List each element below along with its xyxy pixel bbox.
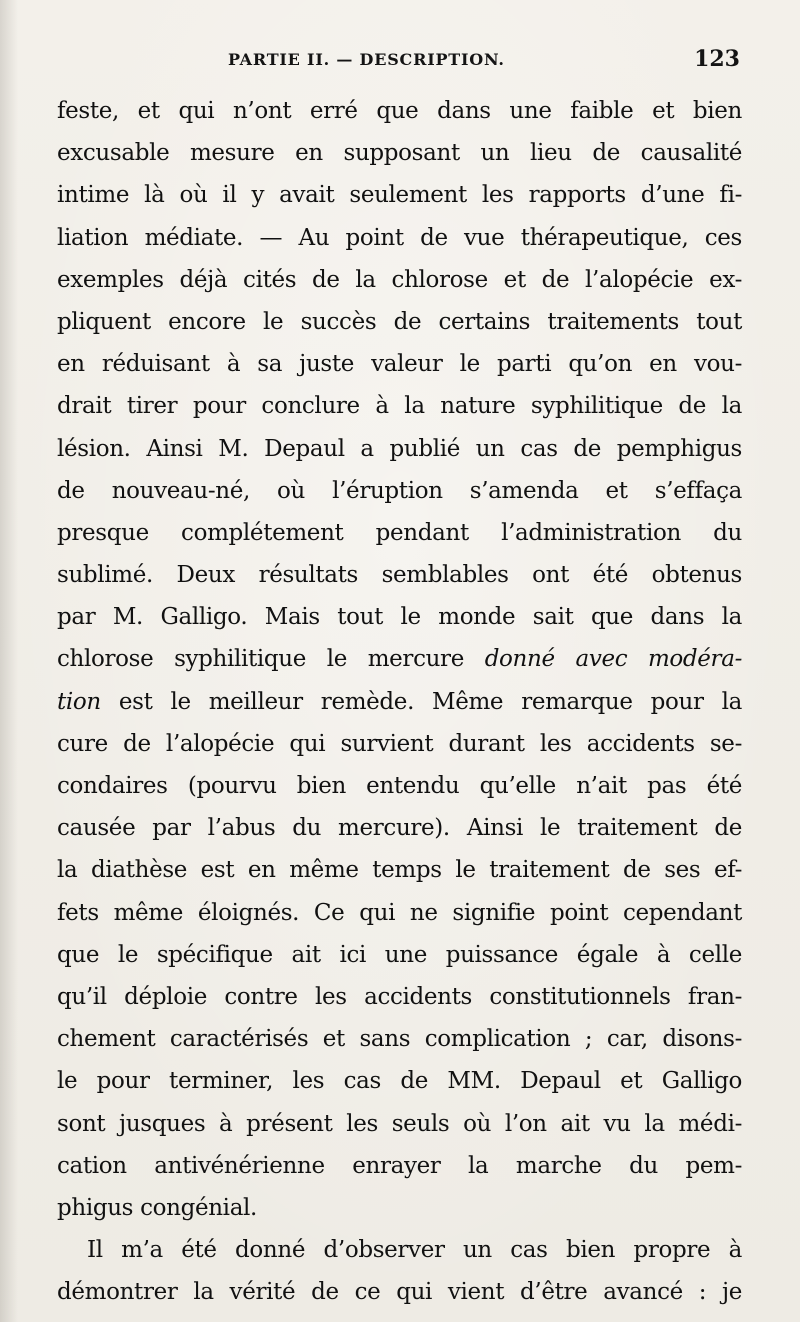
- text-segment: chlorose syphilitique le mercure: [57, 646, 485, 673]
- text-line: lésion. Ainsi M. Depaul a publié un cas de pemphigus: [57, 435, 742, 462]
- text-line-with-italic: [57, 638, 742, 680]
- text-line: cure de l’alopécie qui survient durant les accidents se-: [57, 730, 742, 757]
- text-line: pliquent encore le succès de certains traitements tout: [57, 308, 742, 335]
- text-line: chement caractérisés et sans complication ; car, disons-: [57, 1026, 742, 1053]
- italic-phrase: tion: [57, 688, 101, 715]
- text-line: sont jusques à présent les seuls où l’on ait vu la médi-: [57, 1110, 742, 1137]
- running-head-title: PARTIE II. — DESCRIPTION.: [228, 50, 505, 69]
- text-line: sublimé. Deux résultats semblables ont été obtenus: [57, 562, 742, 589]
- text-line: liation médiate. — Au point de vue thérapeutique, ces: [57, 224, 742, 251]
- text-line: que le spécifique ait ici une puissance égale à celle: [57, 941, 742, 968]
- body-text: [57, 90, 742, 1313]
- text-line: fets même éloignés. Ce qui ne signifie point cependant: [57, 899, 742, 926]
- text-line: causée par l’abus du mercure). Ainsi le traitement de: [57, 815, 742, 842]
- text-line: démontrer la vérité de ce qui vient d’être avancé : je: [57, 1279, 742, 1306]
- text-line: le pour terminer, les cas de MM. Depaul et Galligo: [57, 1068, 742, 1095]
- text-line: excusable mesure en supposant un lieu de causalité: [57, 140, 742, 167]
- text-line-with-italic: [57, 681, 742, 723]
- text-line: phigus congénial.: [57, 1194, 258, 1221]
- text-segment: est le meilleur remède. Même remarque pour la: [100, 688, 742, 715]
- running-head: [228, 46, 740, 76]
- text-line: cation antivénérienne enrayer la marche du pem-: [57, 1152, 742, 1179]
- text-line: exemples déjà cités de la chlorose et de l’alopécie ex-: [57, 266, 742, 293]
- text-line: presque complétement pendant l’administration du: [57, 519, 742, 546]
- text-line: qu’il déploie contre les accidents constitutionnels fran-: [57, 983, 742, 1010]
- text-line-paragraph-start: Il m’a été donné d’observer un cas bien propre à: [87, 1237, 742, 1264]
- text-line: feste, et qui n’ont erré que dans une faible et bien: [57, 98, 742, 124]
- gutter-shadow: [0, 0, 18, 1322]
- text-line: par M. Galligo. Mais tout le monde sait que dans la: [57, 604, 742, 631]
- text-line: en réduisant à sa juste valeur le parti qu’on en vou-: [57, 351, 742, 378]
- page-number: 123: [694, 46, 740, 72]
- italic-phrase: donné avec modéra-: [484, 646, 742, 673]
- text-line: condaires (pourvu bien entendu qu’elle n’ait pas été: [57, 773, 742, 799]
- text-line: intime là où il y avait seulement les rapports d’une fi-: [57, 182, 742, 209]
- text-line: la diathèse est en même temps le traitement de ses ef-: [57, 857, 742, 884]
- text-line: drait tirer pour conclure à la nature syphilitique de la: [57, 393, 742, 420]
- text-line: de nouveau-né, où l’éruption s’amenda et s’effaça: [57, 477, 742, 504]
